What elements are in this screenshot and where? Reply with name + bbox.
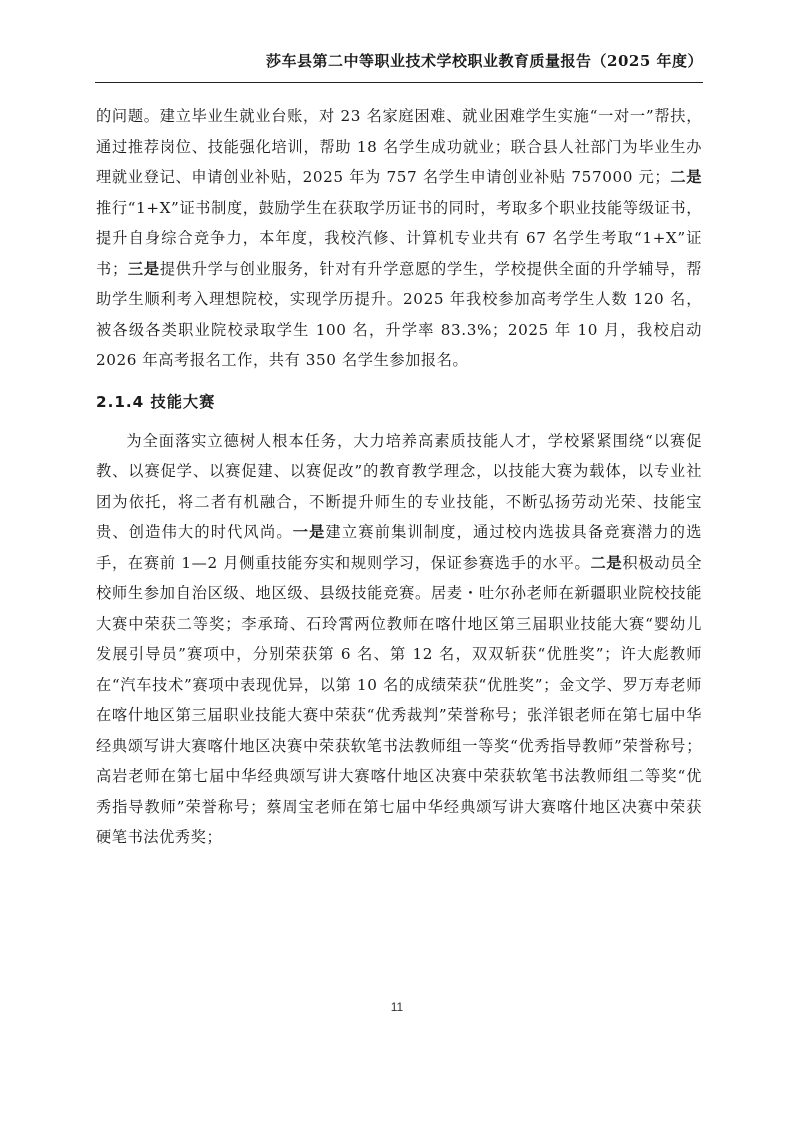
document-body <box>96 101 702 853</box>
paragraph-text: 建立赛前集训制度，通过校内选拔具备竞赛潜力的选手，在赛前 1—2 月侧重技能夯实和规则学习，保证参赛选手的水平。 <box>96 523 702 572</box>
paragraph-skills-competition <box>96 426 702 853</box>
page-number: 11 <box>390 1000 404 1014</box>
highlight-second: 二是 <box>590 553 623 572</box>
paragraph-employment-services <box>96 101 702 376</box>
paragraph-text: 推行“1+X”证书制度，鼓励学生在获取学历证书的同时，考取多个职业技能等级证书，提升自身综合竞争力，本年度，我校汽修、计算机专业共有 67 名学生考取“1+X”证书； <box>96 198 702 278</box>
paragraph-text: 积极动员全校师生参加自治区级、地区级、县级技能竞赛。居麦・吐尔孙老师在新疆职业院校技能大赛中荣获二等奖；李承琦、石玲霄两位教师在喀什地区第三届职业技能大赛“婴幼儿发展引导员”赛项中，分别荣获第 6 名、第 12 名，双双斩获“优胜奖”；许大彪教师在“汽车技术”赛项中表现优异，以第 10 名的成绩荣获“优胜奖”；金文学、罗万寿老师在喀什地区第三届职业技能大赛中荣获“优秀裁判”荣誉称号；张洋银老师在第七届中华经典颂写讲大赛喀什地区决赛中荣获软笔书法教师组一等奖“优秀指导教师”荣誉称号；高岩老师在第七届中华经典颂写讲大赛喀什地区决赛中荣获软笔书法教师组二等奖“优秀指导教师”荣誉称号；蔡周宝老师在第七届中华经典颂写讲大赛喀什地区决赛中荣获硬笔书法优秀奖； <box>96 553 703 846</box>
section-title: 技能大赛 <box>150 392 216 411</box>
paragraph-text: 提供升学与创业服务，针对有升学意愿的学生，学校提供全面的升学辅导，帮助学生顺利考入理想院校，实现学历提升。2025 年我校参加高考学生人数 120 名，被各级各类职业院校录取学生 100 名，升学率 83.3%；2025 年 10 月，我校启动 2026 年高考报名工作，共有 350 名学生参加报名。 <box>96 259 703 369</box>
section-number: 2.1.4 <box>96 392 145 411</box>
section-heading <box>96 388 702 416</box>
highlight-first: 一是 <box>292 523 326 541</box>
highlight-third: 三是 <box>127 259 160 278</box>
paragraph-text: 为全面落实立德树人根本任务，大力培养高素质技能人才，学校紧紧围绕“以赛促教、以赛促学、以赛促建、以赛促改”的教育教学理念，以技能大赛为载体，以专业社团为依托，将二者有机融合，不断提升师生的专业技能，不断弘扬劳动光荣、技能宝贵、创造伟大的时代风尚。 <box>96 431 702 541</box>
paragraph-text: 的问题。建立毕业生就业台账，对 23 名家庭困难、就业困难学生实施“一对一”帮扶，通过推荐岗位、技能强化培训，帮助 18 名学生成功就业；联合县人社部门为毕业生办理就业登记、申请创业补贴，2025 年为 757 名学生申请创业补贴 757000 元； <box>96 107 702 186</box>
header-divider <box>95 82 703 83</box>
highlight-second: 二是 <box>670 168 703 186</box>
page-header-title: 莎车县第二中等职业技术学校职业教育质量报告（2025 年度） <box>266 52 703 70</box>
